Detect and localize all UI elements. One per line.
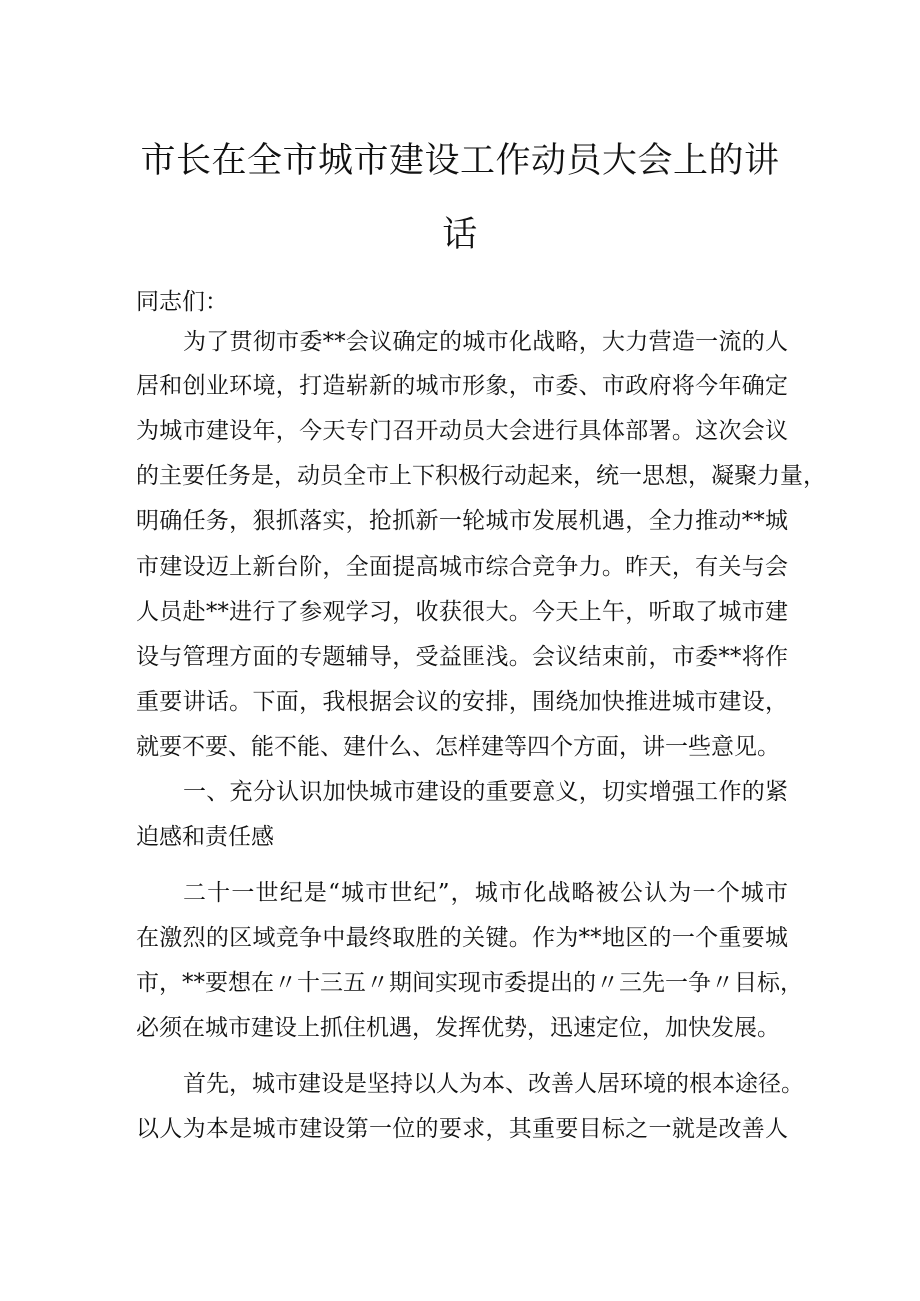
paragraph-line: 首先，城市建设是坚持以人为本、改善人居环境的根本途径。: [183, 1071, 804, 1097]
paragraph-line: 市，**要想在〃十三五〃期间实现市委提出的〃三先一争〃目标，: [136, 970, 803, 996]
paragraph-line: 设与管理方面的专题辅导，受益匪浅。会议结束前，市委**将作: [136, 644, 788, 670]
salutation: 同志们：: [136, 289, 228, 315]
section-heading-line: 一、充分认识加快城市建设的重要意义，切实增强工作的紧: [183, 779, 788, 805]
document-title-line-2: 话: [442, 215, 478, 255]
paragraph-line: 就要不要、能不能、建什么、怎样建等四个方面，讲一些意见。: [136, 734, 780, 760]
paragraph-line: 市建设迈上新台阶，全面提高城市综合竞争力。昨天，有关与会: [136, 554, 788, 580]
paragraph-line: 必须在城市建设上抓住机遇，发挥优势，迅速定位，加快发展。: [136, 1015, 780, 1041]
paragraph-line: 重要讲话。下面，我根据会议的安排，围绕加快推进城市建设，: [136, 689, 788, 715]
paragraph-line: 居和创业环境，打造崭新的城市形象，市委、市政府将今年确定: [136, 373, 788, 399]
section-heading-line: 迫感和责任感: [136, 824, 274, 850]
paragraph-line: 为了贯彻市委**会议确定的城市化战略，大力营造一流的人: [183, 329, 788, 355]
paragraph-line: 明确任务，狠抓落实，抢抓新一轮城市发展机遇，全力推动**城: [136, 508, 788, 534]
paragraph-line: 人员赴**进行了参观学习，收获很大。今天上午，听取了城市建: [136, 599, 788, 625]
paragraph-line: 为城市建设年，今天专门召开动员大会进行具体部署。这次会议: [136, 418, 788, 444]
document-title-line-1: 市长在全市城市建设工作动员大会上的讲: [140, 141, 780, 181]
paragraph-line: 以人为本是城市建设第一位的要求，其重要目标之一就是改善人: [136, 1116, 788, 1142]
paragraph-line: 在激烈的区域竞争中最终取胜的关键。作为**地区的一个重要城: [136, 925, 788, 951]
paragraph-line: 的主要任务是，动员全市上下积极行动起来，统一思想，凝聚力量，: [136, 463, 826, 489]
paragraph-line: 二十一世纪是“城市世纪”，城市化战略被公认为一个城市: [183, 880, 788, 906]
